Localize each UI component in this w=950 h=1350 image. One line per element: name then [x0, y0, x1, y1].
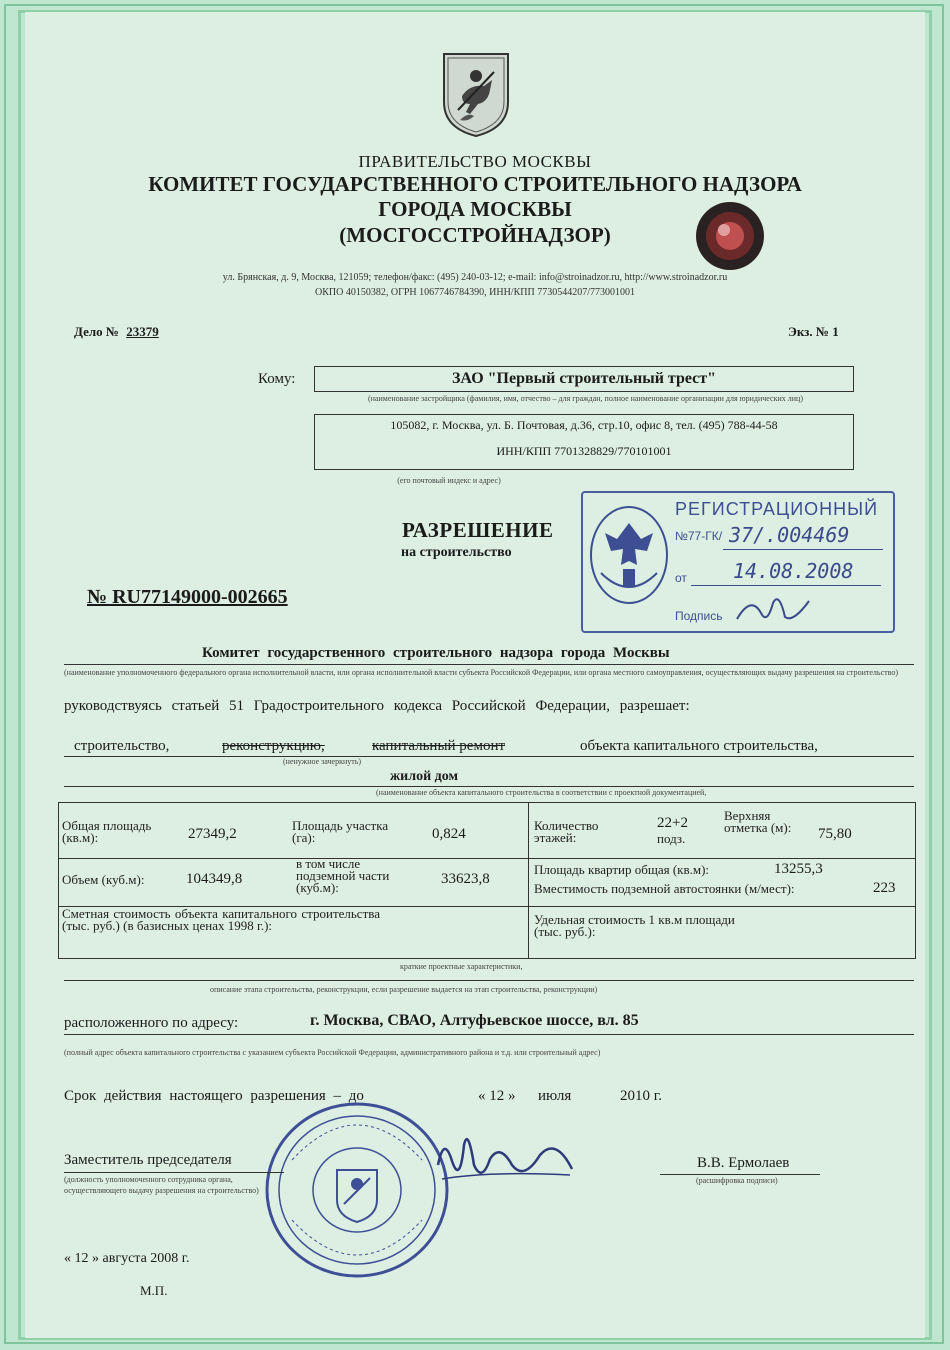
location-address: г. Москва, СВАО, Алтуфьевское шоссе, вл. 85: [310, 1012, 639, 1029]
stamp-title: РЕГИСТРАЦИОННЫЙ: [675, 499, 879, 519]
stamp-number-label: №77-ГК/: [675, 529, 723, 543]
object-caption: (наименование объекта капитального строительства в соответствии с проектной документацией,: [376, 788, 707, 797]
case-label: Дело №: [74, 324, 119, 339]
issuer-caption: (наименование уполномоченного федерального органа исполнительной власти, или органа исполнительной власти субъекта Российской Федерации, или органа местного самоуправления, осуществляющих выдачу разрешения на строительство): [64, 668, 898, 677]
location-caption: (полный адрес объекта капитального строительства с указанием субъекта Российской Федерации, административного района и т.д. или строительный адрес): [64, 1048, 601, 1057]
position-caption: (должность уполномоченного сотрудника органа, осуществляющего выдачу разрешения на строительство): [64, 1175, 259, 1195]
stage-caption: описание этапа строительства, реконструкции, если разрешение выдается на этап строительства, реконструкции): [210, 985, 598, 994]
stamp-number-underline: [723, 549, 883, 550]
copy-number-row: [788, 324, 839, 340]
permit-number: № RU77149000-002665: [87, 586, 288, 608]
plot-area-label: Площадь участка (га):: [292, 818, 389, 845]
committee-title-line2: ГОРОДА МОСКВЫ: [378, 197, 572, 221]
floors-unit: подз.: [657, 831, 686, 846]
underground-volume-label: в том числе подземной части (куб.м):: [296, 856, 390, 895]
name-caption: (расшифровка подписи): [696, 1176, 778, 1185]
registration-stamp: [581, 491, 895, 633]
case-number-row: [74, 324, 159, 340]
floors-value: 22+2: [657, 815, 688, 831]
recipient-label: Кому:: [258, 371, 296, 387]
copy-number: 1: [832, 324, 839, 339]
organization-codes: ОКПО 40150382, ОГРН 1067746784390, ИНН/КПП 7730544207/773001001: [315, 287, 635, 298]
parking-value: 223: [873, 880, 896, 896]
stamp-eagle-emblem-icon: [587, 503, 671, 607]
issuer-underline: [64, 664, 914, 665]
document-subtitle: на строительство: [401, 545, 512, 560]
stage-underline: [64, 980, 914, 981]
volume-label: Объем (куб.м):: [62, 872, 145, 887]
hologram-seal-icon: [694, 200, 766, 272]
location-underline: [64, 1034, 914, 1035]
volume-value: 104349,8: [186, 871, 243, 887]
object-name: жилой дом: [390, 769, 458, 784]
recipient-address: 105082, г. Москва, ул. Б. Почтовая, д.36, стр.10, офис 8, тел. (495) 788-44-58: [390, 418, 778, 432]
apartments-area-value: 13255,3: [774, 861, 823, 877]
validity-month: июля: [538, 1088, 572, 1104]
option-object: объекта капитального строительства,: [580, 738, 818, 754]
validity-label: Срок действия настоящего разрешения – до: [64, 1088, 364, 1104]
issuer-name: Комитет государственного строительного надзора города Москвы: [202, 645, 670, 661]
floors-label: Количество этажей:: [534, 818, 599, 845]
option-caption: (ненужное зачеркнуть): [283, 757, 362, 766]
total-area-label: Общая площадь (кв.м):: [62, 818, 152, 845]
option-reconstruction: реконструкцию,: [222, 738, 325, 754]
round-official-seal-icon: [262, 1100, 452, 1280]
issue-date: « 12 » августа 2008 г.: [64, 1251, 190, 1266]
short-characteristics-caption: краткие проектные характеристики,: [400, 962, 523, 971]
top-mark-value: 75,80: [818, 826, 852, 842]
object-underline: [64, 786, 914, 787]
option-capital-repair: капитальный ремонт: [372, 738, 506, 754]
recipient-address-caption: (его почтовый индекс и адрес): [397, 476, 501, 485]
case-number: 23379: [126, 324, 159, 339]
stamp-date: 14.08.2008: [733, 559, 854, 583]
contact-address: ул. Брянская, д. 9, Москва, 121059; телефон/факс: (495) 240-03-12; e-mail: info@stroinadzor.ru, http://www.stroinadzor.ru: [222, 272, 728, 283]
location-label: расположенного по адресу:: [64, 1015, 239, 1031]
guided-text: руководствуясь статьей 51 Градостроительного кодекса Российской Федерации, разрешает:: [64, 698, 690, 714]
seal-place: М.П.: [140, 1283, 168, 1298]
unit-cost-label: Удельная стоимость 1 кв.м площади (тыс. руб.):: [534, 912, 735, 939]
recipient-name-caption: (наименование застройщика (фамилия, имя, отчество – для граждан, полное наименование организации для юридических лиц): [367, 394, 803, 403]
stamp-signature-label: Подпись: [675, 609, 723, 623]
committee-title-line1: КОМИТЕТ ГОСУДАРСТВЕННОГО СТРОИТЕЛЬНОГО НАДЗОРА: [148, 172, 802, 196]
signatory-position: Заместитель председателя: [64, 1152, 232, 1168]
recipient-inn: ИНН/КПП 7701328829/770101001: [496, 444, 672, 458]
recipient-name: ЗАО "Первый строительный трест": [451, 370, 717, 387]
validity-day: « 12 »: [478, 1088, 516, 1104]
document-title: РАЗРЕШЕНИЕ: [402, 518, 554, 542]
government-title: ПРАВИТЕЛЬСТВО МОСКВЫ: [358, 152, 592, 171]
committee-short-name: (МОСГОССТРОЙНАДЗОР): [339, 223, 611, 247]
estimated-cost-label: Сметная стоимость объекта капитального строительства (тыс. руб.) (в базисных ценах 1998 г.):: [62, 906, 380, 933]
position-underline: [64, 1172, 284, 1173]
name-underline: [660, 1174, 820, 1175]
stamp-signature-icon: [733, 589, 813, 627]
total-area-value: 27349,2: [188, 826, 237, 842]
plot-area-value: 0,824: [432, 826, 466, 842]
copy-label: Экз. №: [788, 324, 829, 339]
option-construction: строительство,: [74, 738, 170, 754]
options-underline: [64, 756, 914, 757]
signatory-name: В.В. Ермолаев: [697, 1155, 790, 1171]
parking-label: Вместимость подземной автостоянки (м/мест):: [534, 881, 795, 896]
validity-year: 2010 г.: [620, 1088, 662, 1104]
moscow-coat-of-arms-icon: [440, 50, 512, 138]
underground-volume-value: 33623,8: [441, 871, 490, 887]
stamp-number: 37/.004469: [729, 523, 850, 547]
stamp-date-label: от: [675, 571, 687, 585]
top-mark-label: Верхняя отметка (м):: [724, 808, 792, 835]
apartments-area-label: Площадь квартир общая (кв.м):: [534, 862, 710, 877]
stamp-date-underline: [691, 585, 881, 586]
handwritten-signature-icon: [430, 1125, 580, 1195]
